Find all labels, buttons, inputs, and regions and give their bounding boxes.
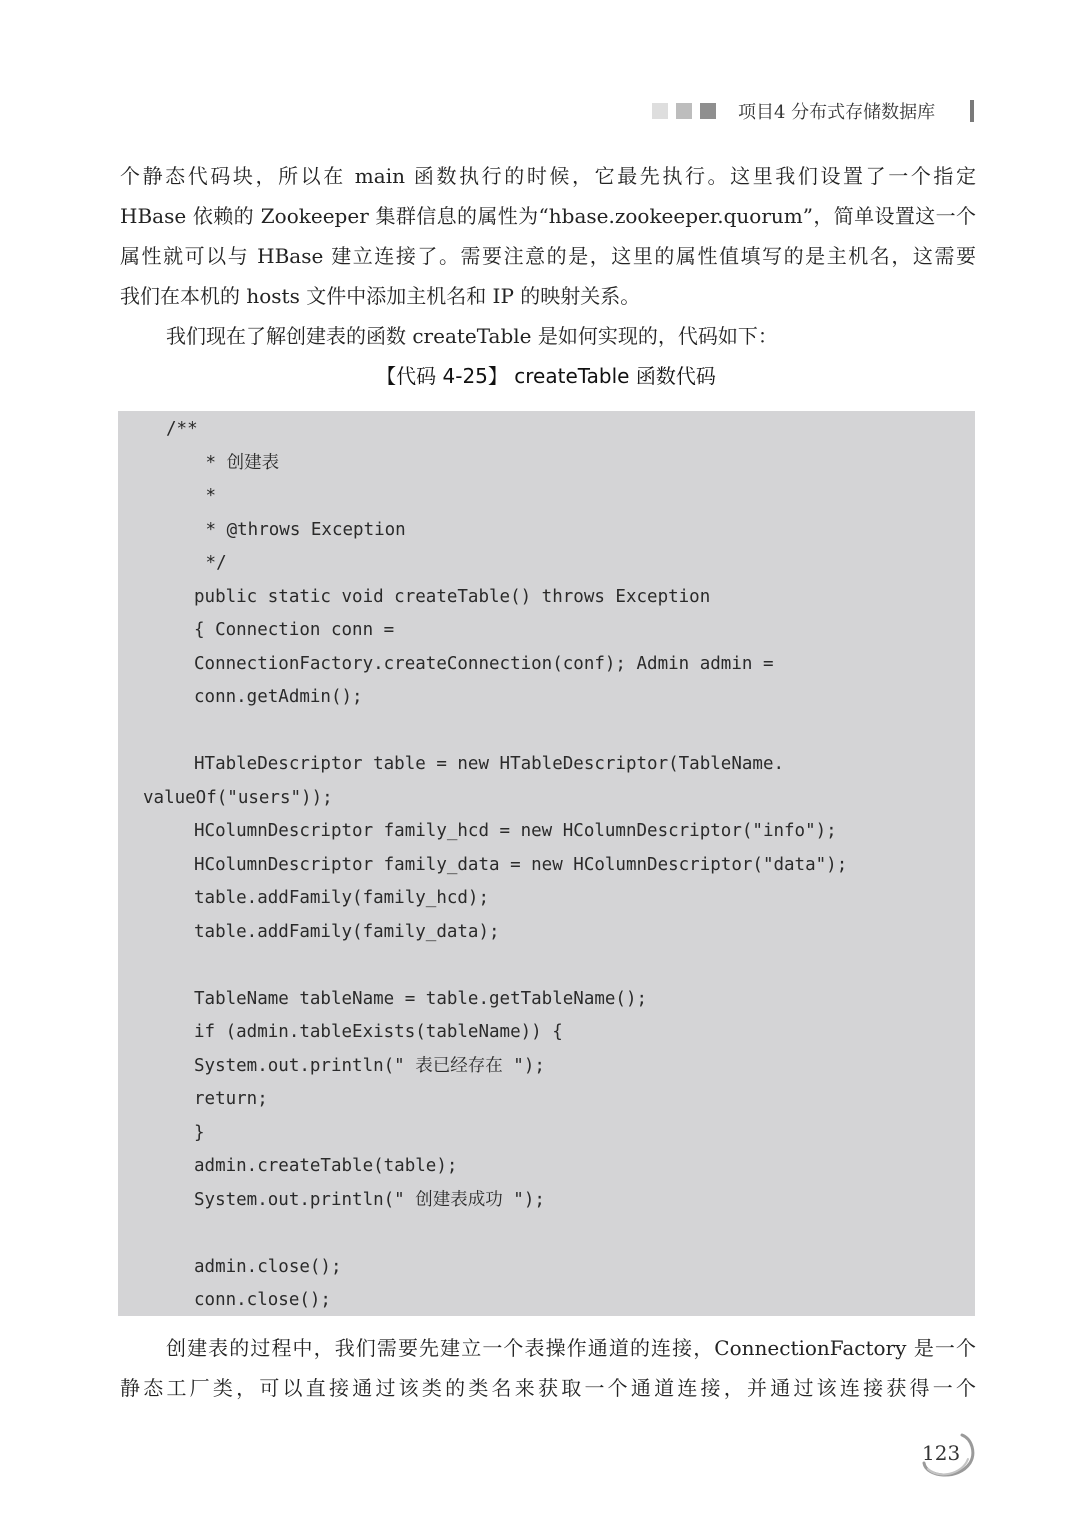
header-square-light (652, 103, 668, 119)
header-title: 项目4 分布式存储数据库 (738, 102, 936, 123)
code-line: ConnectionFactory.createConnection(conf); Admin admin = (194, 654, 774, 674)
paragraph-line: 我们现在了解创建表的函数 createTable 是如何实现的，代码如下： (166, 324, 778, 348)
code-line: conn.close(); (194, 1290, 331, 1310)
page-number: 123 (922, 1441, 961, 1465)
code-line: table.addFamily(family_hcd); (194, 888, 490, 908)
paragraph-line: HBase 依赖的 Zookeeper 集群信息的属性为“hbase.zookeeper.quorum”，简单设置这一个 (120, 204, 976, 228)
code-caption: 【代码 4-25】 createTable 函数代码 (376, 364, 716, 388)
code-line: } (194, 1123, 205, 1143)
code-line: TableName tableName = table.getTableName(); (194, 989, 648, 1009)
code-line: * 创建表 (195, 453, 280, 473)
paragraph-explanation (120, 1328, 976, 1408)
code-line: HColumnDescriptor family_data = new HColumnDescriptor("data"); (194, 855, 848, 875)
code-line: { Connection conn = (194, 620, 395, 640)
paragraph-line: 创建表的过程中，我们需要先建立一个表操作通道的连接，ConnectionFactory 是一个 (166, 1336, 976, 1360)
code-line: if (admin.tableExists(tableName)) { (194, 1022, 563, 1042)
header-square-mid (676, 103, 692, 119)
running-header (0, 96, 1092, 126)
header-square-dark (700, 103, 716, 119)
paragraph-lead-in (120, 316, 976, 356)
code-line: */ (195, 553, 227, 573)
paragraph-line: 属性就可以与 HBase 建立连接了。需要注意的是，这里的属性值填写的是主机名，这需要 (120, 244, 976, 268)
paragraph-intro (120, 156, 976, 316)
code-line: * (195, 486, 217, 506)
code-line: System.out.println(" 表已经存在 "); (194, 1056, 545, 1076)
paragraph-line: 静态工厂类，可以直接通过该类的类名来获取一个通道连接，并通过该连接获得一个 (120, 1376, 976, 1400)
code-line: conn.getAdmin(); (194, 687, 363, 707)
header-bar (970, 100, 974, 122)
paragraph-line: 我们在本机的 hosts 文件中添加主机名和 IP 的映射关系。 (120, 284, 641, 308)
code-line: table.addFamily(family_data); (194, 922, 500, 942)
code-line: System.out.println(" 创建表成功 "); (194, 1190, 545, 1210)
code-line: HColumnDescriptor family_hcd = new HColumnDescriptor("info"); (194, 821, 837, 841)
code-line: admin.createTable(table); (194, 1156, 458, 1176)
code-line: * @throws Exception (195, 520, 406, 540)
code-line: admin.close(); (194, 1257, 342, 1277)
code-line: valueOf("users")); (143, 788, 333, 808)
paragraph-line: 个静态代码块，所以在 main 函数执行的时候，它最先执行。这里我们设置了一个指定 (120, 164, 976, 188)
code-line: return; (194, 1089, 268, 1109)
code-line: public static void createTable() throws Exception (194, 587, 711, 607)
code-block (118, 411, 975, 1316)
code-line: /** (166, 419, 198, 439)
code-line: HTableDescriptor table = new HTableDescriptor(TableName. (194, 754, 785, 774)
